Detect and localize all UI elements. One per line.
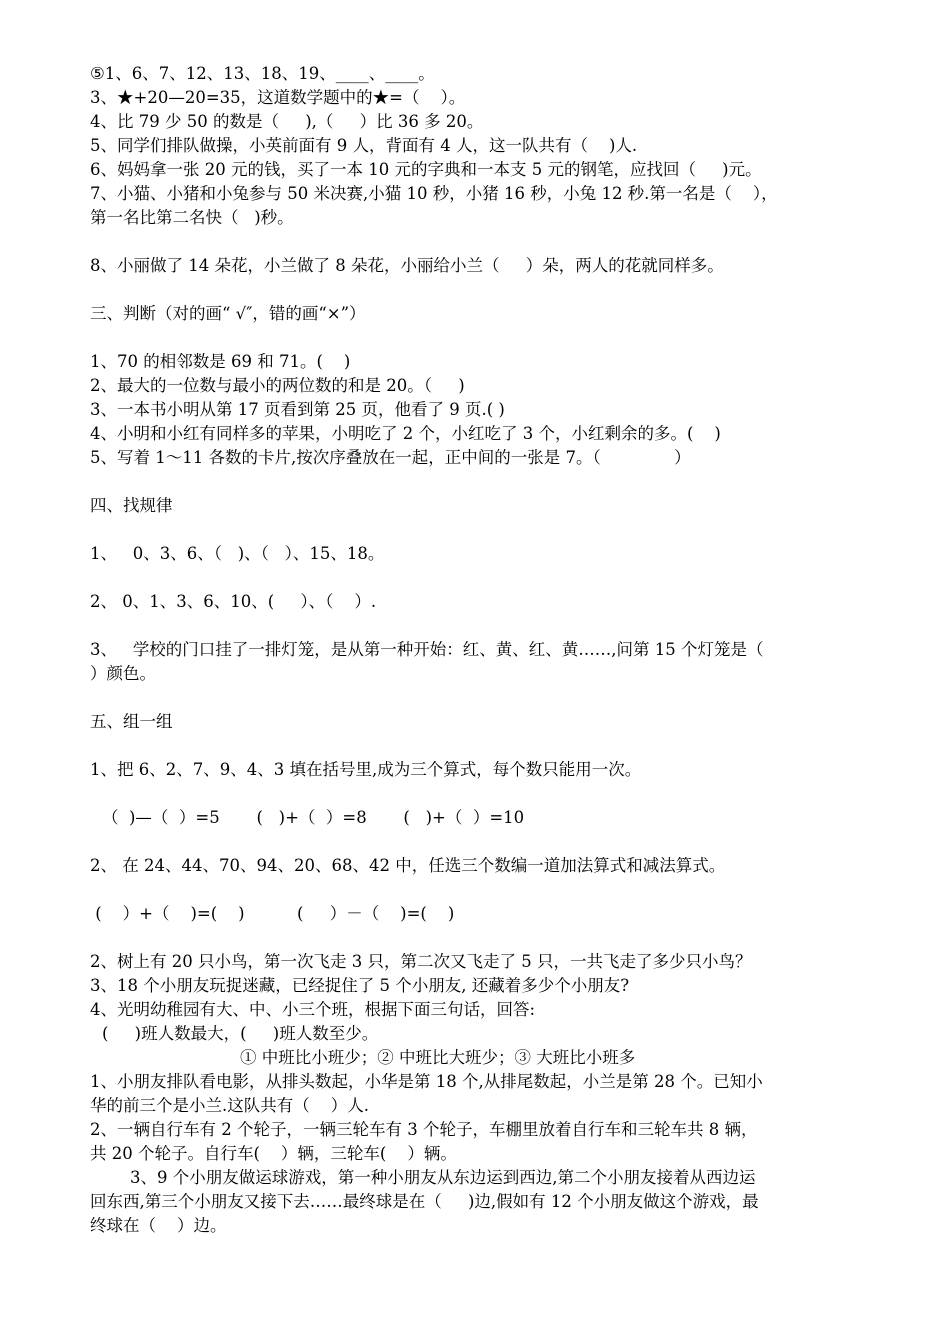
judge-question-5: 5、写着 1～11 各数的卡片,按次序叠放在一起，正中间的一张是 7。（ ） (90, 448, 691, 467)
fill-question-7-line-2: 第一名比第二名快（ )秒。 (90, 208, 294, 227)
extra-question-3-line-2: 回东西,第三个小朋友又接下去……最终球是在（ )边,假如有 12 个小朋友做这个游戏，最 (90, 1192, 759, 1211)
extra-question-1-line-1: 1、小朋友排队看电影，从排头数起，小华是第 18 个,从排尾数起，小兰是第 28 个。已知小 (90, 1072, 763, 1091)
extra-question-3-line-1: 3、9 个小朋友做运球游戏，第一种小朋友从东边运到西边,第二个小朋友接着从西边运 (130, 1168, 756, 1187)
word-problem-birds: 2、树上有 20 只小鸟，第一次飞走 3 只，第二次又飞走了 5 只，一共飞走了多少只小鸟？ (90, 952, 752, 971)
group-question-1-equations: （ )—（ ）=5 ( )+（ ）=8 ( )+（ ）=10 (102, 808, 525, 827)
judge-question-4: 4、小明和小红有同样多的苹果，小明吃了 2 个，小红吃了 3 个，小红剩余的多。( ) (90, 424, 721, 443)
question-5-sequence: ⑤1、6、7、12、13、18、19、____、____。 (90, 64, 435, 83)
extra-question-3-line-3: 终球在（ ）边。 (90, 1216, 227, 1235)
judge-question-1: 1、70 的相邻数是 69 和 71。( ) (90, 352, 351, 371)
word-problem-hide-seek: 3、18 个小朋友玩捉迷藏，已经捉住了 5 个小朋友, 还藏着多少个小朋友? (90, 976, 630, 995)
group-question-2: 2、 在 24、44、70、94、20、68、42 中，任选三个数编一道加法算式和减法算式。 (90, 856, 726, 875)
section-5-heading: 五、组一组 (90, 712, 173, 731)
word-problem-kindergarten: 4、光明幼稚园有大、中、小三个班，根据下面三句话，回答: (90, 1000, 536, 1019)
word-problem-kindergarten-clues: ① 中班比小班少；② 中班比大班少；③ 大班比小班多 (240, 1048, 636, 1067)
worksheet-page (90, 62, 870, 1238)
group-question-2-equations: ( ）+（ )=( ) ( ）－（ )=( ) (90, 904, 455, 923)
fill-question-6: 6、妈妈拿一张 20 元的钱，买了一本 10 元的字典和一本支 5 元的钢笔，应找回（ )元。 (90, 160, 762, 179)
extra-question-2-line-1: 2、一辆自行车有 2 个轮子，一辆三轮车有 3 个轮子，车棚里放着自行车和三轮车共 8 辆， (90, 1120, 758, 1139)
group-question-1: 1、把 6、2、7、9、4、3 填在括号里,成为三个算式，每个数只能用一次。 (90, 760, 642, 779)
section-3-heading: 三、判断（对的画“ √″，错的画“×”） (90, 304, 366, 323)
fill-question-8: 8、小丽做了 14 朵花，小兰做了 8 朵花，小丽给小兰（ ）朵，两人的花就同样多。 (90, 256, 724, 275)
fill-question-4: 4、比 79 少 50 的数是（ ),（ ）比 36 多 20。 (90, 112, 484, 131)
fill-question-5: 5、同学们排队做操，小英前面有 9 人，背面有 4 人，这一队共有（ )人. (90, 136, 638, 155)
extra-question-2-line-2: 共 20 个轮子。自行车( ）辆，三轮车( ）辆。 (90, 1144, 457, 1163)
fill-question-7-line-1: 7、小猫、小猪和小兔参与 50 米决赛,小猫 10 秒，小猪 16 秒，小兔 12 秒.第一名是（ ）， (90, 184, 778, 203)
fill-question-3: 3、★+20—20=35，这道数学题中的★=（ ）。 (90, 88, 466, 107)
pattern-question-3-line-1: 3、 学校的门口挂了一排灯笼，是从第一种开始：红、黄、红、黄……,问第 15 个灯笼是（ (90, 640, 764, 659)
extra-question-1-line-2: 华的前三个是小兰.这队共有（ ）人. (90, 1096, 369, 1115)
pattern-question-3-line-2: ）颜色。 (90, 664, 156, 683)
judge-question-2: 2、最大的一位数与最小的两位数的和是 20。（ ) (90, 376, 465, 395)
pattern-question-2: 2、 0、1、3、6、10、( ）、（ ）. (90, 592, 377, 611)
word-problem-kindergarten-answer: ( )班人数最大，( )班人数至少。 (102, 1024, 379, 1043)
judge-question-3: 3、一本书小明从第 17 页看到第 25 页，他看了 9 页.( ) (90, 400, 505, 419)
pattern-question-1: 1、 0、3、6、（ )、（ ）、15、18。 (90, 544, 385, 563)
section-4-heading: 四、找规律 (90, 496, 173, 515)
